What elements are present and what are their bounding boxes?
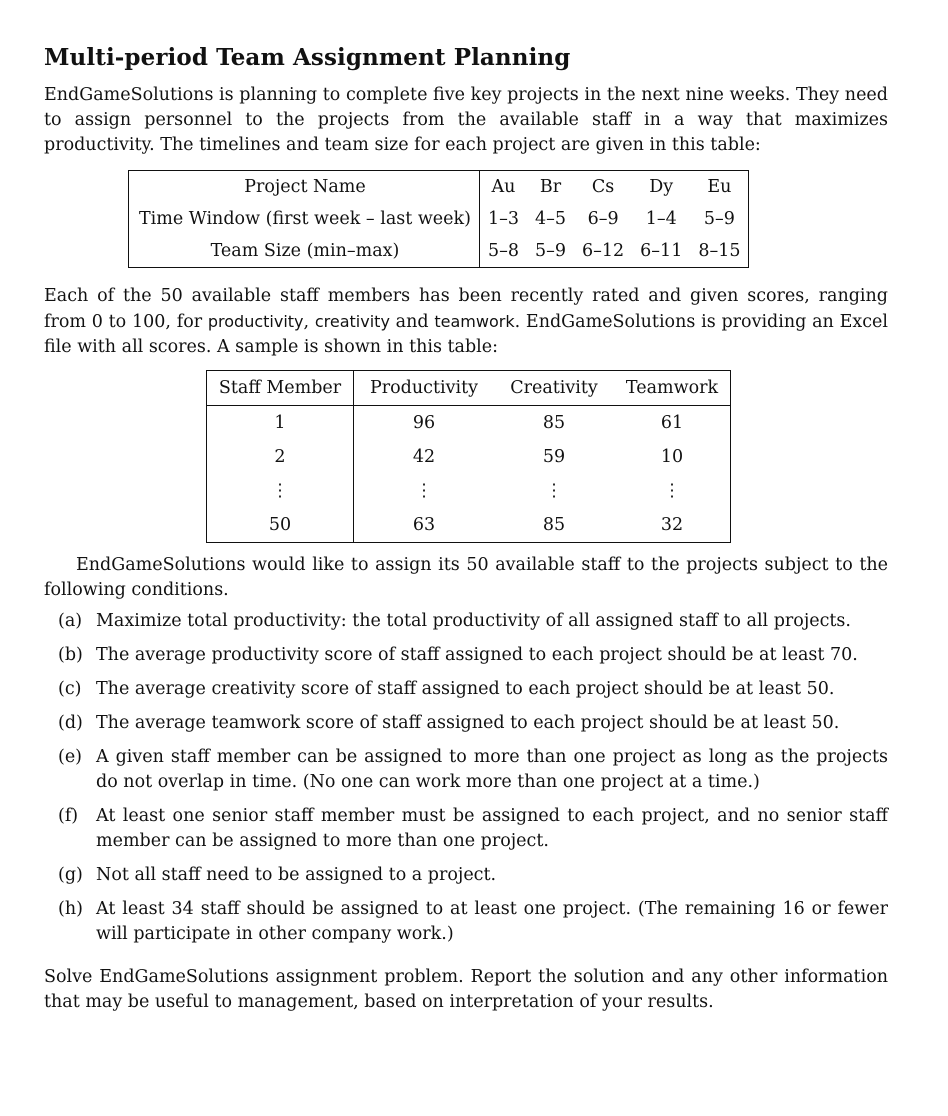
time-window-value: 4–5 (534, 209, 567, 229)
table-row (207, 440, 731, 474)
table-cell: 50 (207, 508, 354, 543)
time-window-row (129, 203, 749, 235)
item-marker: (f) (58, 806, 79, 826)
item-text: At least one senior staff member must be assigned to each project, and no senior staff member can be assigned to more than one project. (96, 806, 888, 851)
item-text: A given staff member can be assigned to more than one project as long as the projects do not overlap in time. (No one can work more than one project at a time.) (96, 747, 888, 792)
item-marker: (g) (58, 865, 83, 885)
time-window-value: 5–9 (703, 209, 735, 229)
project-name: Cs (591, 177, 615, 197)
item-marker: (b) (58, 645, 83, 665)
item-text: Maximize total productivity: the total productivity of all assigned staff to all projects. (96, 611, 851, 631)
staff-table (206, 370, 731, 543)
item-text: The average teamwork score of staff assigned to each project should be at least 50. (96, 713, 840, 733)
table-cell: ⋮ (663, 481, 681, 501)
keyword-teamwork: teamwork (434, 312, 515, 331)
item-text: At least 34 staff should be assigned to at least one project. (The remaining 16 or fewer will participate in other company work.) (96, 899, 888, 944)
staff-intro-text: . EndGameSolutions is providing an Excel file with all scores. A sample is shown in this table: (44, 312, 888, 357)
team-size-value: 8–15 (698, 241, 741, 261)
team-size-value: 6–11 (640, 241, 683, 261)
table-cell: 59 (542, 447, 566, 467)
staff-intro-paragraph (44, 284, 888, 360)
list-item (44, 745, 888, 795)
keyword-productivity: productivity (207, 312, 304, 331)
table-row (207, 406, 731, 441)
item-marker: (a) (58, 611, 83, 631)
item-marker: (h) (58, 899, 83, 919)
list-item (44, 609, 888, 634)
conditions-intro: EndGameSolutions would like to assign its 50 available staff to the projects subject to the following conditions. (44, 555, 888, 600)
project-header-label: Project Name (129, 171, 480, 204)
list-item (44, 643, 888, 668)
project-name: Dy (649, 177, 674, 197)
keyword-creativity: creativity (314, 312, 390, 331)
column-header: Staff Member (207, 371, 354, 406)
table-cell: ⋮ (545, 481, 563, 501)
project-name: Eu (707, 177, 732, 197)
team-size-row (129, 235, 749, 268)
team-size-value: 5–8 (487, 241, 519, 261)
table-cell: 63 (412, 515, 436, 535)
table-cell: 1 (207, 406, 354, 441)
item-marker: (e) (58, 747, 83, 767)
item-marker: (c) (58, 679, 82, 699)
table-cell: 2 (207, 440, 354, 474)
list-item (44, 863, 888, 888)
staff-header-row (207, 371, 731, 406)
column-header: Productivity (354, 371, 495, 406)
table-cell: ⋮ (207, 474, 354, 508)
team-size-value: 5–9 (534, 241, 567, 261)
project-table (128, 170, 749, 268)
time-window-value: 6–9 (587, 209, 619, 229)
time-window-value: 1–4 (645, 209, 677, 229)
item-text: The average creativity score of staff assigned to each project should be at least 50. (96, 679, 835, 699)
staff-intro-text: Each of the 50 available staff members has been recently rated and given scores, ranging from 0 to 100, for (44, 286, 888, 332)
table-row (207, 474, 731, 508)
table-cell: 85 (542, 515, 566, 535)
item-text: The average productivity score of staff assigned to each project should be at least 70. (96, 645, 858, 665)
list-item (44, 711, 888, 736)
time-window-value: 1–3 (487, 209, 519, 229)
table-cell: 96 (412, 413, 436, 433)
intro-paragraph: EndGameSolutions is planning to complete five key projects in the next nine weeks. They need to assign personnel to the projects from the available staff in a way that maximizes productivity. The timelines and team size for each project are given in this table: (44, 85, 888, 155)
page-title: Multi-period Team Assignment Planning (44, 44, 571, 71)
list-item (44, 897, 888, 947)
column-header: Teamwork (614, 371, 731, 406)
item-marker: (d) (58, 713, 83, 733)
staff-intro-sep: , (303, 312, 315, 332)
project-name: Br (539, 177, 562, 197)
table-cell: 85 (542, 413, 566, 433)
list-item (44, 804, 888, 854)
table-cell: 10 (660, 447, 684, 467)
list-item (44, 677, 888, 702)
document-page (44, 44, 888, 1015)
closing-paragraph: Solve EndGameSolutions assignment problem. Report the solution and any other information that may be useful to management, based on interpretation of your results. (44, 967, 888, 1012)
column-header: Creativity (494, 371, 614, 406)
table-cell: ⋮ (415, 481, 433, 501)
table-cell: 42 (412, 447, 436, 467)
item-text: Not all staff need to be assigned to a project. (96, 865, 497, 885)
team-size-value: 6–12 (582, 241, 625, 261)
table-row (207, 508, 731, 543)
table-cell: 32 (660, 515, 684, 535)
table-cell: 61 (660, 413, 684, 433)
time-window-label: Time Window (first week – last week) (129, 203, 480, 235)
project-header-row (129, 171, 749, 204)
team-size-label: Team Size (min–max) (129, 235, 480, 268)
project-name: Au (491, 177, 516, 197)
conditions-list (44, 609, 888, 947)
staff-intro-sep: and (389, 312, 435, 332)
